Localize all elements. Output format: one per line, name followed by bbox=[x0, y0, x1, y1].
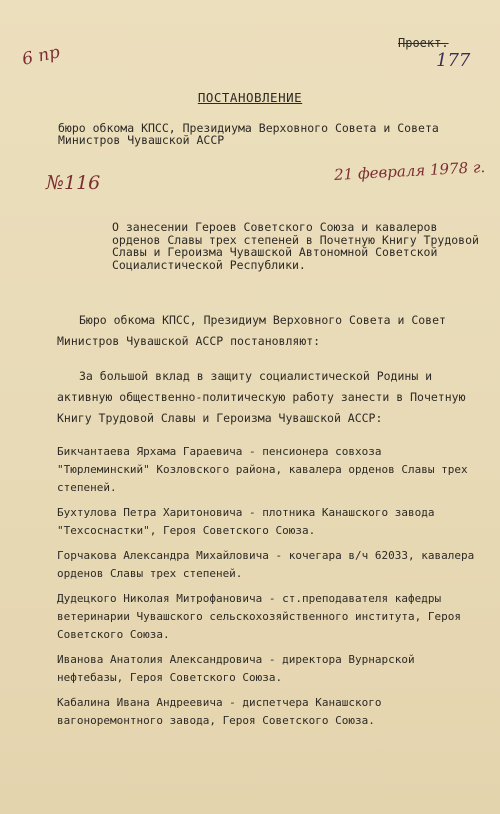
honoree-entry: Бикчантаева Ярхама Гараевича - пенсионера совхоза "Тюрлеминский" Козловского района, кавалера орденов Славы трех степеней. bbox=[57, 445, 468, 494]
honoree-entry: Кабалина Ивана Андреевича - диспетчера Канашского вагоноремонтного завода, Героя Советского Союза. bbox=[57, 696, 382, 727]
honoree-entry: Горчакова Александра Михайловича - кочегара в/ч 62033, кавалера орденов Славы трех степеней. bbox=[57, 549, 475, 580]
handwritten-page-number: 6 пр bbox=[20, 42, 62, 70]
honoree-list bbox=[57, 443, 477, 737]
honoree-entry: Иванова Анатолия Александровича - директора Вурнарской нефтебазы, Героя Советского Союза. bbox=[57, 653, 415, 684]
handwritten-date: 21 февраля 1978 г. bbox=[333, 158, 486, 184]
issuer-text: бюро обкома КПСС, Президиума Верховного Совета и Совета Министров Чувашской АССР bbox=[58, 121, 439, 147]
handwritten-doc-number: №116 bbox=[46, 172, 101, 194]
handwritten-archive-number: 177 bbox=[436, 50, 471, 71]
honoree-entry: Дудецкого Николая Митрофановича - ст.преподавателя кафедры ветеринарии Чувашского сельскохозяйственного института, Героя Советского Союза. bbox=[57, 592, 461, 641]
draft-label: Проект. bbox=[398, 36, 449, 50]
honoree-entry: Бухтулова Петра Харитоновича - плотника Канашского завода "Техсоснастки", Героя Советского Союза. bbox=[57, 506, 435, 537]
intro-paragraph: Бюро обкома КПСС, Президиум Верховного Совета и Совет Министров Чувашской АССР постановляют: bbox=[57, 313, 446, 348]
resolution-paragraph: За большой вклад в защиту социалистической Родины и активную общественно-политическую работу занести в Почетную Книгу Трудовой Славы и Героизма Чувашской АССР: bbox=[57, 369, 466, 425]
document-title: ПОСТАНОВЛЕНИЕ bbox=[197, 90, 303, 105]
subject-text: О занесении Героев Советского Союза и кавалеров орденов Славы трех степеней в Почетную Книгу Трудовой Славы и Героизма Чувашской Автономной Советской Социалистической Республики. bbox=[112, 220, 479, 272]
